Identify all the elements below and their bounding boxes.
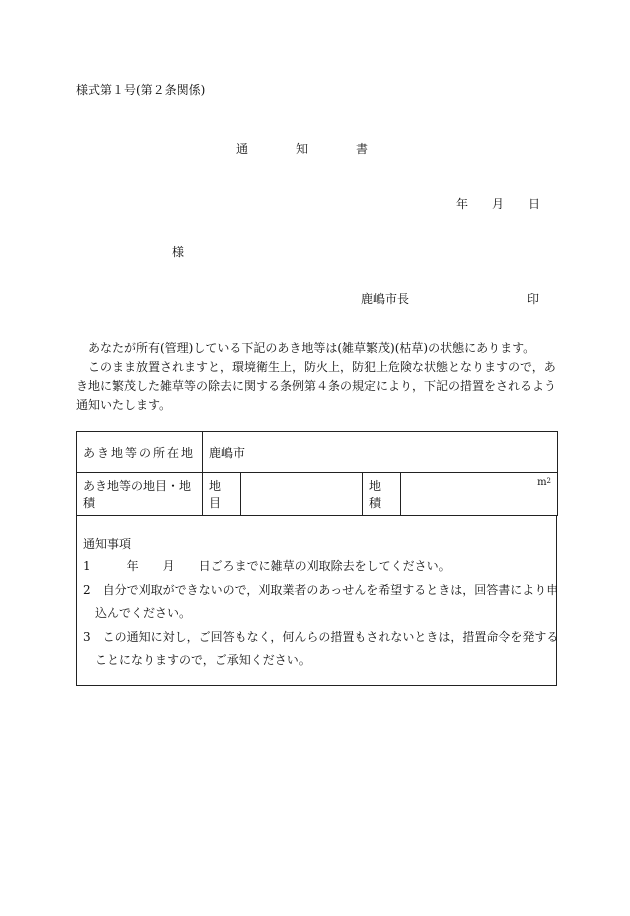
area-unit-exponent: 2 [546,477,552,485]
area-value [401,473,558,516]
area-unit [537,477,551,488]
date-line: 年 月 日 [456,197,541,211]
form-label: 様式第１号(第２条関係) [76,83,206,97]
body-paragraph-2-line-2: き地に繁茂した雑草等の除去に関する条例第４条の規定により，下記の措置をされるよう [76,379,557,393]
area-label: 地 積 [363,473,401,516]
seal-mark: 印 [527,292,540,306]
notice-item-2-line-1: 2 自分で刈取ができないので，刈取業者のあっせんを希望するときは，回答書により申 [83,583,559,597]
issuer-name: 鹿嶋市長 [361,292,410,306]
body-paragraph-1: あなたが所有(管理)している下記のあき地等は(雑草繁茂)(枯草)の状態にあります。 [88,341,536,355]
location-row [77,432,558,473]
notice-item-1: 1 年 月 日ごろまでに雑草の刈取除去をしてください。 [83,559,451,573]
body-text [76,339,558,415]
location-value: 鹿嶋市 [203,432,558,473]
document-title: 通 知 書 [236,142,369,156]
body-paragraph-2-line-1: このまま放置されますと，環境衛生上，防火上，防犯上危険な状態となりますので，あ [88,360,556,374]
category-area-row [77,473,558,516]
area-unit-base: m [537,477,547,488]
location-label: あき地等の所在地 [77,432,203,473]
addressee-suffix: 様 [172,245,185,259]
category-label: 地 目 [203,473,241,516]
land-info-table [76,431,558,516]
notice-item-3-line-2: ことになりますので，ご承知ください。 [95,653,311,667]
category-area-label: あき地等の地目・地積 [77,473,203,516]
body-paragraph-2-line-3: 通知いたします。 [76,398,172,412]
notice-section [76,516,557,686]
category-value [241,473,363,516]
notice-item-2-line-2: 込んでください。 [95,606,192,620]
notice-item-3-line-1: 3 この通知に対し，ご回答もなく，何んらの措置もされないときは，措置命令を発する [83,630,559,644]
notice-heading: 通知事項 [83,537,132,551]
